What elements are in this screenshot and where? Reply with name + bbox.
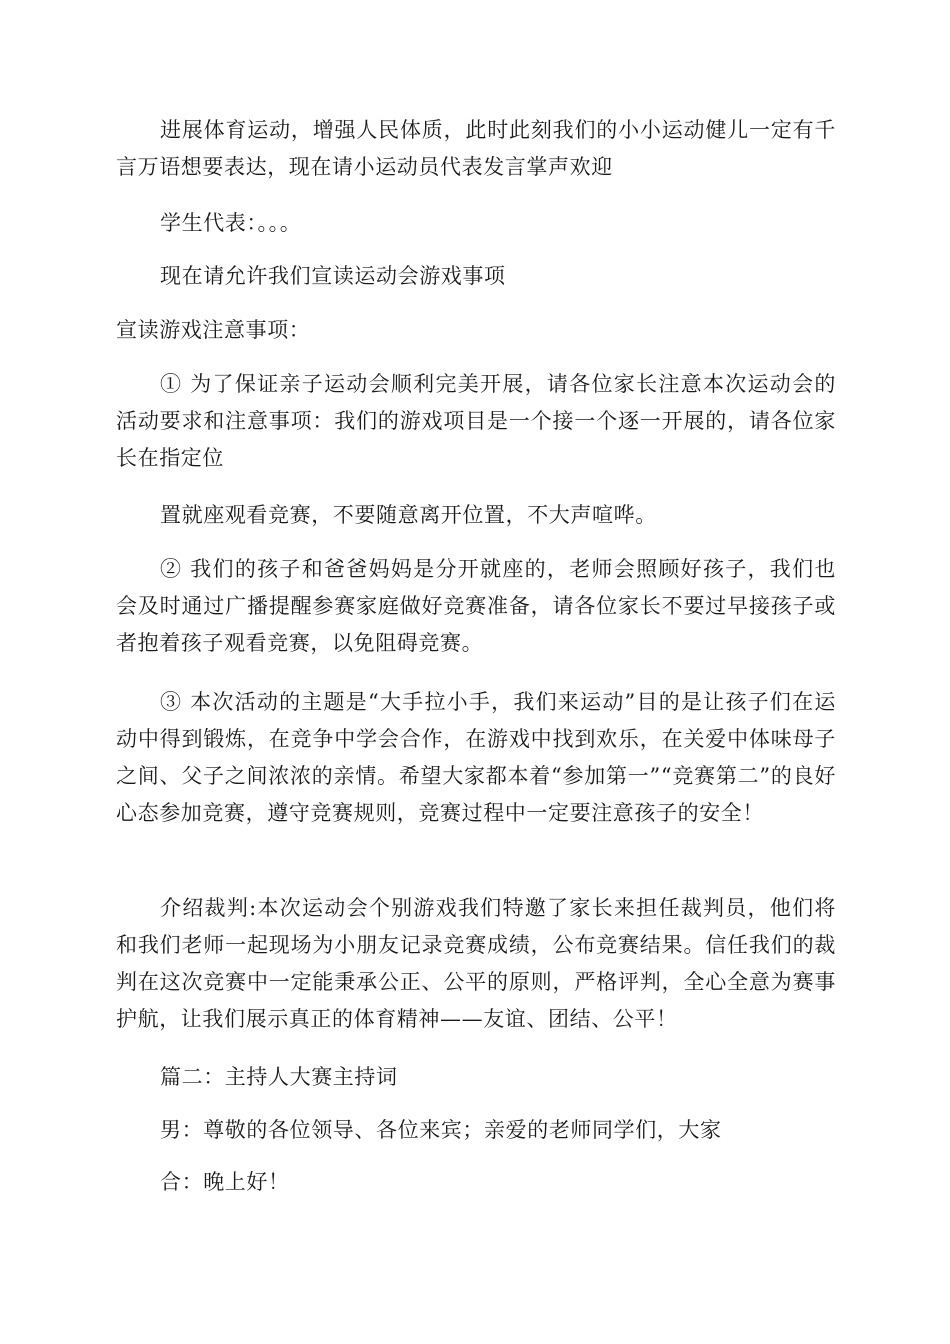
paragraph-announce-items: 现在请允许我们宣读运动会游戏事项 <box>160 264 506 288</box>
paragraph-referee-intro: 介绍裁判:本次运动会个别游戏我们特邀了家长来担任裁判员，他们将和我们老师一起现场为小朋友记录竞赛成绩，公布竞赛结果。信任我们的裁判在这次竞赛中一定能秉承公正、公平的原则，严格评判，全心全意为赛事护航，让我们展示真正的体育精神——友谊、团结、公平！ <box>116 896 836 1031</box>
paragraph-student-rep: 学生代表：。。。 <box>160 211 302 235</box>
paragraph-together: 合：晚上好！ <box>160 1170 290 1194</box>
paragraph-notice-heading: 宣读游戏注意事项： <box>116 318 311 342</box>
paragraph-notice-2: ② 我们的孩子和爸爸妈妈是分开就座的，老师会照顾好孩子，我们也会及时通过广播提醒参赛家庭做好竞赛准备，请各位家长不要过早接孩子或者抱着孩子观看竞赛，以免阻碍竞赛。 <box>116 557 836 655</box>
paragraph-notice-1: ① 为了保证亲子运动会顺利完美开展，请各位家长注意本次运动会的活动要求和注意事项：我们的游戏项目是一个接一个逐一开展的，请各位家长在指定位 <box>116 372 836 470</box>
paragraph-notice-1-cont: 置就座观看竞赛，不要随意离开位置，不大声喧哗。 <box>160 503 657 527</box>
paragraph-section-title: 篇二：主持人大赛主持词 <box>160 1065 398 1089</box>
paragraph-notice-3: ③ 本次活动的主题是“大手拉小手，我们来运动”目的是让孩子们在运动中得到锻炼，在竞争中学会合作，在游戏中找到欢乐，在关爱中体味母子之间、父子之间浓浓的亲情。希望大家都本着“参加第一”“竞赛第二”的良好心态参加竞赛，遵守竞赛规则，竞赛过程中一定要注意孩子的安全！ <box>116 690 836 825</box>
paragraph-male-host: 男：尊敬的各位领导、各位来宾；亲爱的老师同学们，大家 <box>160 1118 722 1142</box>
paragraph-sports-intro: 进展体育运动，增强人民体质，此时此刻我们的小小运动健儿一定有千言万语想要表达，现在请小运动员代表发言掌声欢迎 <box>116 118 836 179</box>
